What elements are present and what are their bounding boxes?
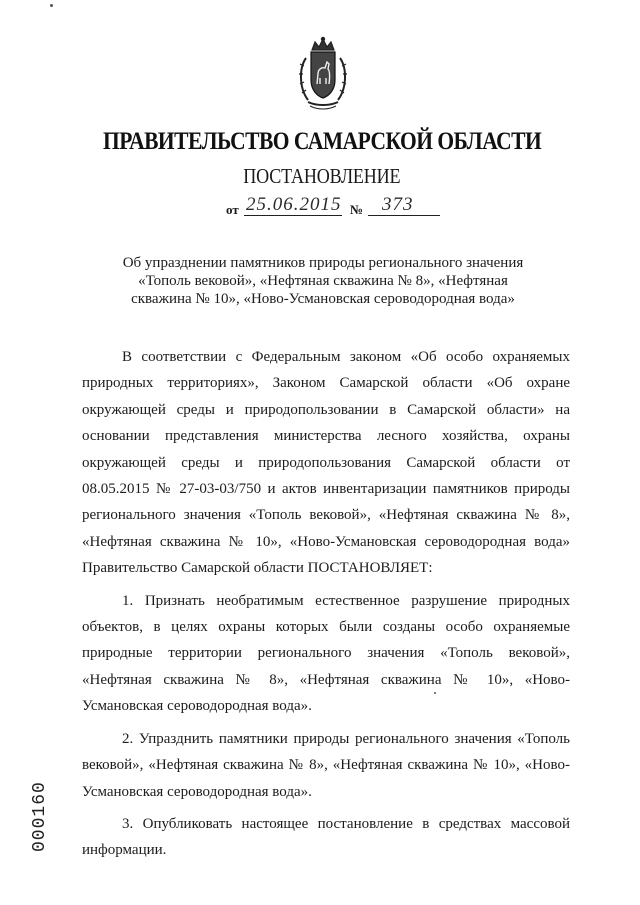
handwritten-date: 25.06.2015 bbox=[246, 194, 342, 215]
item-2: 2. Упразднить памятники природы регионального значения «Тополь вековой», «Нефтяная скважина № 8», «Нефтяная скважина № 10», «Ново-Усмановская сероводородная вода». bbox=[82, 730, 570, 800]
handwritten-number: 373 bbox=[382, 194, 414, 215]
number-underline bbox=[368, 215, 440, 216]
document-type: ПОСТАНОВЛЕНИЕ bbox=[243, 164, 401, 188]
number-label: № bbox=[350, 202, 364, 217]
dateline bbox=[226, 194, 446, 220]
preamble-paragraph: В соответствии с Федеральным законом «Об особо охраняемых природных территориях», Законом Самарской области «Об охране окружающей среды и природопользовании в Самарской области» на основании представления министерства лесного хозяйства, охраны окружающей среды и природопользования Самарской области от 08.05.2015 № 27-03-03/750 и актов инвентаризации памятников природы регионального значения «Тополь вековой», «Нефтяная скважина № 8», «Нефтяная скважина № 10», «Ново-Усмановская сероводородная вода» Правительство Самарской области ПОСТАНОВЛЯЕТ: bbox=[82, 349, 570, 577]
item-1: 1. Признать необратимым естественное разрушение природных объектов, в целях охраны которых были созданы особо охраняемые природные территории регионального значения «Тополь вековой», «Нефтяная скважина № 8», «Нефтяная скважина № 10», «Ново-Усмановская сероводородная вода». bbox=[82, 592, 570, 715]
date-label: от bbox=[226, 202, 239, 217]
document-body bbox=[82, 344, 570, 864]
document-subject: Об упразднении памятников природы регионального значения «Тополь вековой», «Нефтяная скважина № 8», «Нефтяная скважина № 10», «Ново-Усмановская сероводородная вода» bbox=[122, 255, 524, 307]
date-underline bbox=[244, 215, 342, 216]
scan-speck bbox=[434, 692, 436, 694]
item-3: 3. Опубликовать настоящее постановление в средствах массовой информации. bbox=[82, 815, 570, 859]
registration-number: 000160 bbox=[30, 781, 50, 852]
government-title: ПРАВИТЕЛЬСТВО САМАРСКОЙ ОБЛАСТИ bbox=[103, 128, 542, 155]
scan-speck bbox=[50, 4, 53, 7]
coat-of-arms-emblem bbox=[296, 36, 350, 112]
